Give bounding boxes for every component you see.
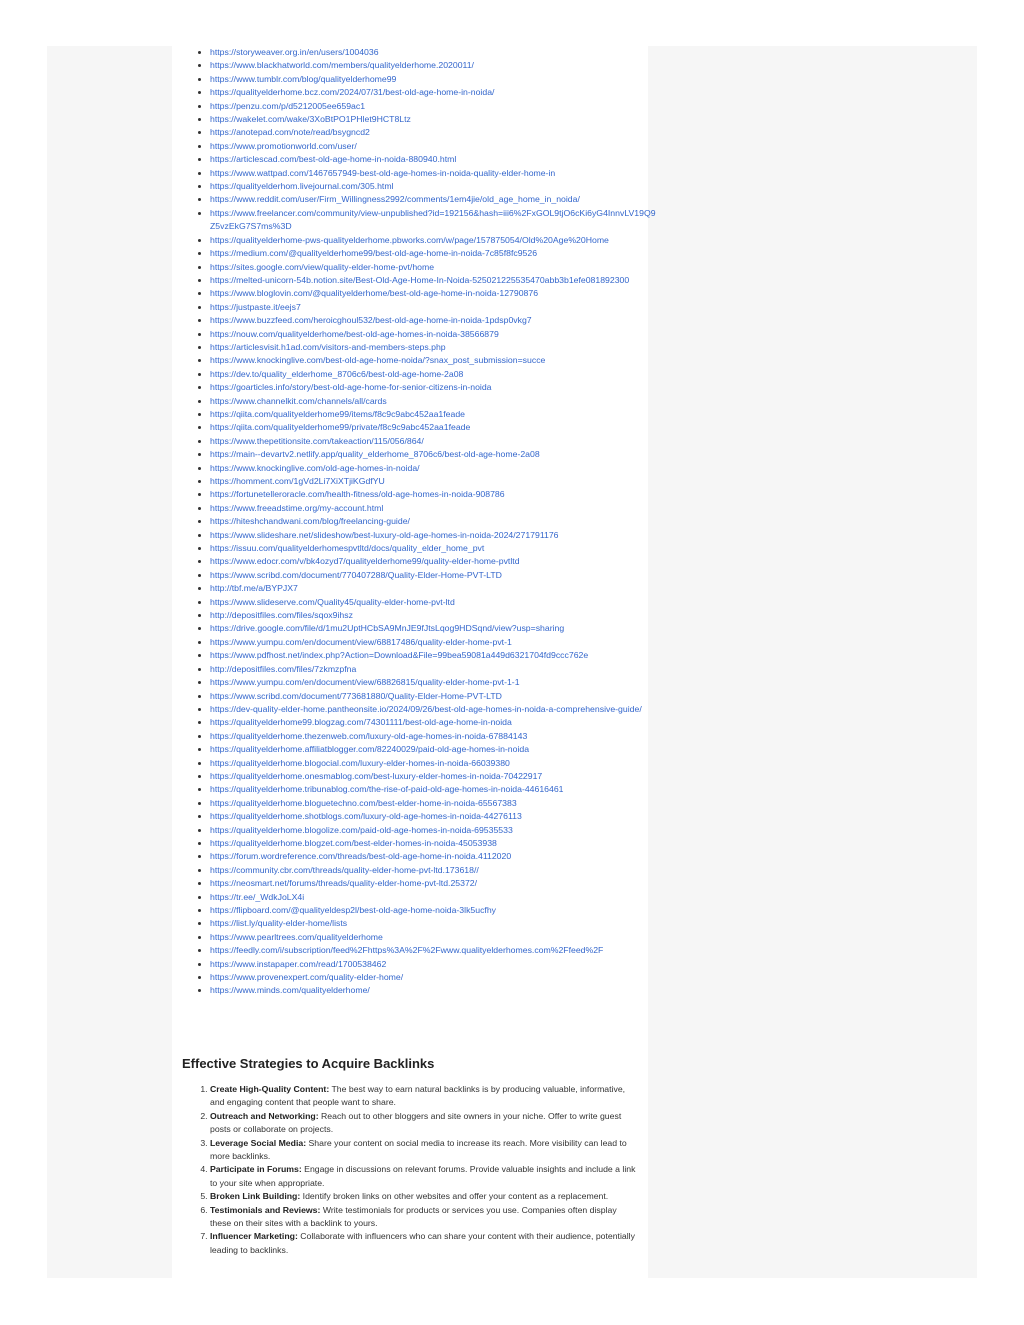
link-list-item [210,904,658,917]
backlink[interactable]: https://www.tumblr.com/blog/qualityelderhome99 [210,73,397,84]
strategy-item [210,1204,640,1231]
backlink[interactable]: https://drive.google.com/file/d/1mu2UptHCbSA9MnJE9fJtsLqog9HDSqnd/view?usp=sharing [210,623,565,634]
backlink[interactable]: https://www.pearltrees.com/qualityelderhome [210,931,383,942]
backlink[interactable]: https://www.bloglovin.com/@qualityelderhome/best-old-age-home-in-noida-12790876 [210,288,539,299]
section-title: Effective Strategies to Acquire Backlinks [182,1056,435,1071]
link-list-item [210,140,658,153]
backlink[interactable]: https://dev-quality-elder-home.pantheonsite.io/2024/09/26/best-old-age-homes-in-noida-a-comprehensive-guide/ [210,703,642,714]
backlink[interactable]: https://www.yumpu.com/en/document/view/68817486/quality-elder-home-pvt-1 [210,636,512,647]
backlink[interactable]: https://flipboard.com/@qualityeldesp2l/best-old-age-home-noida-3lk5ucfhy [210,905,497,915]
backlink[interactable]: https://tr.ee/_WdkJoLX4i [210,891,305,902]
link-list-item [210,462,658,475]
backlink[interactable]: https://www.scribd.com/document/773681880/Quality-Elder-Home-PVT-LTD [210,690,502,701]
link-list-item [210,676,658,689]
link-list-item [210,46,658,59]
strategy-text: Write testimonials for products or services you use. Companies often display these on their sites with a backlink to yours. [210,1204,617,1229]
strategy-text: Reach out to other bloggers and site owners in your niche. Offer to write guest posts or collaborate on projects. [210,1110,622,1135]
link-list-item [210,582,658,595]
backlink[interactable]: https://homment.com/1gVd2Li7XiXTjiKGdfYU [210,476,385,486]
link-list-item [210,824,658,837]
link-list-item [210,515,658,528]
link-list-item [210,247,658,260]
link-list-item [210,73,658,86]
backlink[interactable]: https://wakelet.com/wake/3XoBtPO1PHlet9HCT8Ltz [210,114,411,125]
link-list-item [210,864,658,877]
backlink[interactable]: https://www.yumpu.com/en/document/view/68826815/quality-elder-home-pvt-1-1 [210,677,520,688]
backlink[interactable]: https://www.blackhatworld.com/members/qualityelderhome.2020011/ [210,60,474,71]
link-list-item [210,609,658,622]
backlink[interactable]: https://medium.com/@qualityelderhome99/best-old-age-home-in-noida-7c85f8fc9526 [210,248,538,259]
link-list-item [210,475,658,488]
link-list-item [210,649,658,662]
backlink[interactable]: https://qualityelderhome.affiliatblogger.com/82240029/paid-old-age-homes-in-noida [210,744,530,755]
strategy-item [210,1230,640,1257]
link-list-item [210,167,658,180]
link-list-item [210,100,658,113]
link-list-item [210,877,658,890]
backlink[interactable]: https://qualityelderhome.tribunablog.com/the-rise-of-paid-old-age-homes-in-noida-44616461 [210,784,564,795]
backlink[interactable]: https://melted-unicorn-54b.notion.site/Best-Old-Age-Home-In-Noida-525021225535470abb3b1efe081892300 [210,274,630,285]
backlink[interactable]: https://www.knockinglive.com/best-old-age-home-noida/?snax_post_submission=succe [210,355,546,366]
link-list-item [210,86,658,99]
backlink[interactable]: https://www.thepetitionsite.com/takeaction/115/056/864/ [210,435,424,446]
link-list-item [210,984,658,997]
backlink[interactable]: http://depositfiles.com/files/7zkmzpfna [210,663,357,674]
backlink[interactable]: https://www.buzzfeed.com/heroicghoul532/best-old-age-home-in-noida-1pdsp0vkg7 [210,315,532,326]
link-list-item [210,314,658,327]
link-list-item [210,891,658,904]
backlink[interactable]: https://www.slideserve.com/Quality45/quality-elder-home-pvt-ltd [210,596,455,607]
link-list-item [210,663,658,676]
backlink[interactable]: https://www.freelancer.com/community/view-unpublished?id=192156&hash=iii6%2FxGOL9tjO6cKi6yG4InnvLV19Q9Z5vzEkG7S7ms%3D [210,207,656,232]
backlink[interactable]: https://www.knockinglive.com/old-age-homes-in-noida/ [210,462,420,473]
backlink[interactable]: https://www.pdfhost.net/index.php?Action=Download&File=99bea59081a449d6321704fd9ccc762e [210,650,589,661]
backlink[interactable]: https://qualityelderhome-pws-qualityelderhome.pbworks.com/w/page/157875054/Old%20Age%20Home [210,234,609,245]
link-list-item [210,730,658,743]
link-list-item [210,448,658,461]
link-list-item [210,488,658,501]
strategy-title: Leverage Social Media: [210,1137,307,1148]
backlink[interactable]: https://anotepad.com/note/read/bsygncd2 [210,127,370,138]
backlink[interactable]: https://www.minds.com/qualityelderhome/ [210,985,370,996]
backlink[interactable]: https://fortunetelleroracle.com/health-fitness/old-age-homes-in-noida-908786 [210,489,505,500]
backlink[interactable]: https://qualityelderhome.bloguetechno.com/best-elder-home-in-noida-65567383 [210,797,517,808]
strategy-text: Collaborate with influencers who can share your content with their audience, potentially leading to backlinks. [210,1231,635,1255]
link-list-item [210,113,658,126]
link-list-item [210,542,658,555]
backlink[interactable]: https://issuu.com/qualityelderhomespvtltd/docs/quality_elder_home_pvt [210,543,485,554]
link-list-item [210,743,658,756]
strategy-title: Participate in Forums: [210,1164,302,1175]
backlink[interactable]: https://www.promotionworld.com/user/ [210,140,357,151]
backlink[interactable]: https://forum.wordreference.com/threads/best-old-age-home-in-noida.4112020 [210,851,512,862]
strategy-list [172,1083,640,1257]
backlink[interactable]: https://storyweaver.org.in/en/users/1004036 [210,47,379,57]
backlink[interactable]: https://www.instapaper.com/read/1700538462 [210,958,387,969]
backlink[interactable]: https://qualityelderhome99.blogzag.com/74301111/best-old-age-home-in-noida [210,717,512,728]
link-list-item [210,261,658,274]
strategy-title: Testimonials and Reviews: [210,1204,321,1215]
backlink[interactable]: https://www.slideshare.net/slideshow/best-luxury-old-age-homes-in-noida-2024/271791176 [210,529,559,540]
backlink[interactable]: https://qualityelderhome.blogolize.com/paid-old-age-homes-in-noida-69535533 [210,824,513,835]
backlink[interactable]: https://qualityelderhome.onesmablog.com/best-luxury-elder-homes-in-noida-70422917 [210,770,543,781]
strategy-item [210,1190,640,1203]
link-list-item [210,797,658,810]
link-list-item [210,421,658,434]
backlink[interactable]: https://www.freeadstime.org/my-account.html [210,502,384,513]
link-list-item [210,971,658,984]
link-list-item [210,569,658,582]
strategy-text: Identify broken links on other websites and offer your content as a replacement. [300,1191,609,1202]
link-list-item [210,153,658,166]
link-list-item [210,837,658,850]
strategy-title: Create High-Quality Content: [210,1084,330,1094]
link-list-item [210,502,658,515]
backlink[interactable]: https://sites.google.com/view/quality-elder-home-pvt/home [210,261,435,272]
link-list-item [210,301,658,314]
backlink[interactable]: https://feedly.com/i/subscription/feed%2Fhttps%3A%2F%2Fwww.qualityelderhomes.com%2Ffeed%2F [210,945,604,956]
backlink[interactable]: https://www.provenexpert.com/quality-elder-home/ [210,972,404,983]
link-list-item [210,690,658,703]
link-list-item [210,770,658,783]
strategy-item [210,1163,640,1190]
backlink[interactable]: https://neosmart.net/forums/threads/quality-elder-home-pvt-ltd.25372/ [210,878,478,889]
link-list-item [210,944,658,957]
link-list-item [210,234,658,247]
link-list-item [210,917,658,930]
strategy-item [210,1083,640,1110]
strategy-item [210,1110,640,1137]
backlink[interactable]: https://articlesvisit.h1ad.com/visitors-and-members-steps.php [210,341,446,352]
link-list-item [210,529,658,542]
link-list-item [210,716,658,729]
strategy-title: Outreach and Networking: [210,1110,319,1121]
backlink[interactable]: https://penzu.com/p/d5212005ee659ac1 [210,100,366,111]
backlink[interactable]: https://goarticles.info/story/best-old-age-home-for-senior-citizens-in-noida [210,382,492,393]
link-list-item [210,381,658,394]
link-list-item [210,395,658,408]
backlink[interactable]: https://qualityelderhome.blogzet.com/best-elder-homes-in-noida-45053938 [210,837,497,848]
link-list-item [210,435,658,448]
document-content [172,46,656,1278]
backlink-list [172,46,658,998]
backlink[interactable]: https://qualityelderhome.shotblogs.com/luxury-old-age-homes-in-noida-44276113 [210,811,522,822]
strategy-text: The best way to earn natural backlinks is by producing valuable, informative, and engaging content that people want to share. [210,1084,626,1108]
backlink[interactable]: https://articlescad.com/best-old-age-home-in-noida-880940.html [210,154,457,165]
strategy-text: Share your content on social media to increase its reach. More visibility can lead to more backlinks. [210,1137,627,1162]
backlink[interactable]: https://qualityelderhome.thezenweb.com/luxury-old-age-homes-in-noida-67884143 [210,730,528,741]
link-list-item [210,193,658,206]
backlink[interactable]: https://qiita.com/qualityelderhome99/items/f8c9c9abc452aa1feade [210,408,465,419]
link-list-item [210,931,658,944]
link-list-item [210,368,658,381]
link-list-item [210,59,658,72]
backlink[interactable]: https://www.wattpad.com/1467657949-best-old-age-homes-in-noida-quality-elder-home-in [210,167,556,178]
strategy-title: Influencer Marketing: [210,1231,298,1242]
link-list-item [210,207,658,234]
link-list-item [210,180,658,193]
backlink[interactable]: https://www.channelkit.com/channels/all/cards [210,395,387,406]
link-list-item [210,850,658,863]
backlink[interactable]: https://justpaste.it/eejs7 [210,301,301,312]
link-list-item [210,703,658,716]
link-list-item [210,354,658,367]
backlink[interactable]: http://depositfiles.com/files/sqox9ihsz [210,610,353,621]
backlink[interactable]: https://list.ly/quality-elder-home/lists [210,918,348,929]
backlink[interactable]: https://qualityelderhome.blogocial.com/luxury-elder-homes-in-noida-66039380 [210,757,510,768]
link-list-item [210,555,658,568]
backlink[interactable]: https://www.reddit.com/user/Firm_Willingness2992/comments/1em4jie/old_age_home_in_noida/ [210,194,580,205]
strategy-item [210,1137,640,1164]
link-list-item [210,958,658,971]
link-list-item [210,757,658,770]
link-list-item [210,408,658,421]
backlink[interactable]: https://qiita.com/qualityelderhome99/private/f8c9c9abc452aa1feade [210,422,471,433]
link-list-item [210,328,658,341]
link-list-item [210,810,658,823]
backlink[interactable]: https://main--devartv2.netlify.app/quality_elderhome_8706c6/best-old-age-home-2a08 [210,449,540,460]
backlink[interactable]: https://community.cbr.com/threads/quality-elder-home-pvt-ltd.173618// [210,864,479,875]
backlink[interactable]: https://dev.to/quality_elderhome_8706c6/best-old-age-home-2a08 [210,368,464,379]
backlink[interactable]: http://tbf.me/a/BYPJX7 [210,583,298,594]
strategy-text: Engage in discussions on relevant forums. Provide valuable insights and include a link to your site when appropriate. [210,1164,636,1188]
backlink[interactable]: https://www.scribd.com/document/770407288/Quality-Elder-Home-PVT-LTD [210,569,502,580]
link-list-item [210,287,658,300]
backlink[interactable]: https://www.edocr.com/v/bk4ozyd7/qualityelderhome99/quality-elder-home-pvtltd [210,556,520,567]
backlink[interactable]: https://hiteshchandwani.com/blog/freelancing-guide/ [210,516,410,527]
backlink[interactable]: https://qualityelderhome.bcz.com/2024/07/31/best-old-age-home-in-noida/ [210,87,495,98]
backlink[interactable]: https://nouw.com/qualityelderhome/best-old-age-homes-in-noida-38566879 [210,328,499,339]
strategy-title: Broken Link Building: [210,1191,301,1202]
link-list-item [210,341,658,354]
link-list-item [210,622,658,635]
backlink[interactable]: https://qualityelderhom.livejournal.com/305.html [210,181,394,192]
link-list-item [210,783,658,796]
link-list-item [210,636,658,649]
link-list-item [210,596,658,609]
link-list-item [210,274,658,287]
link-list-item [210,126,658,139]
